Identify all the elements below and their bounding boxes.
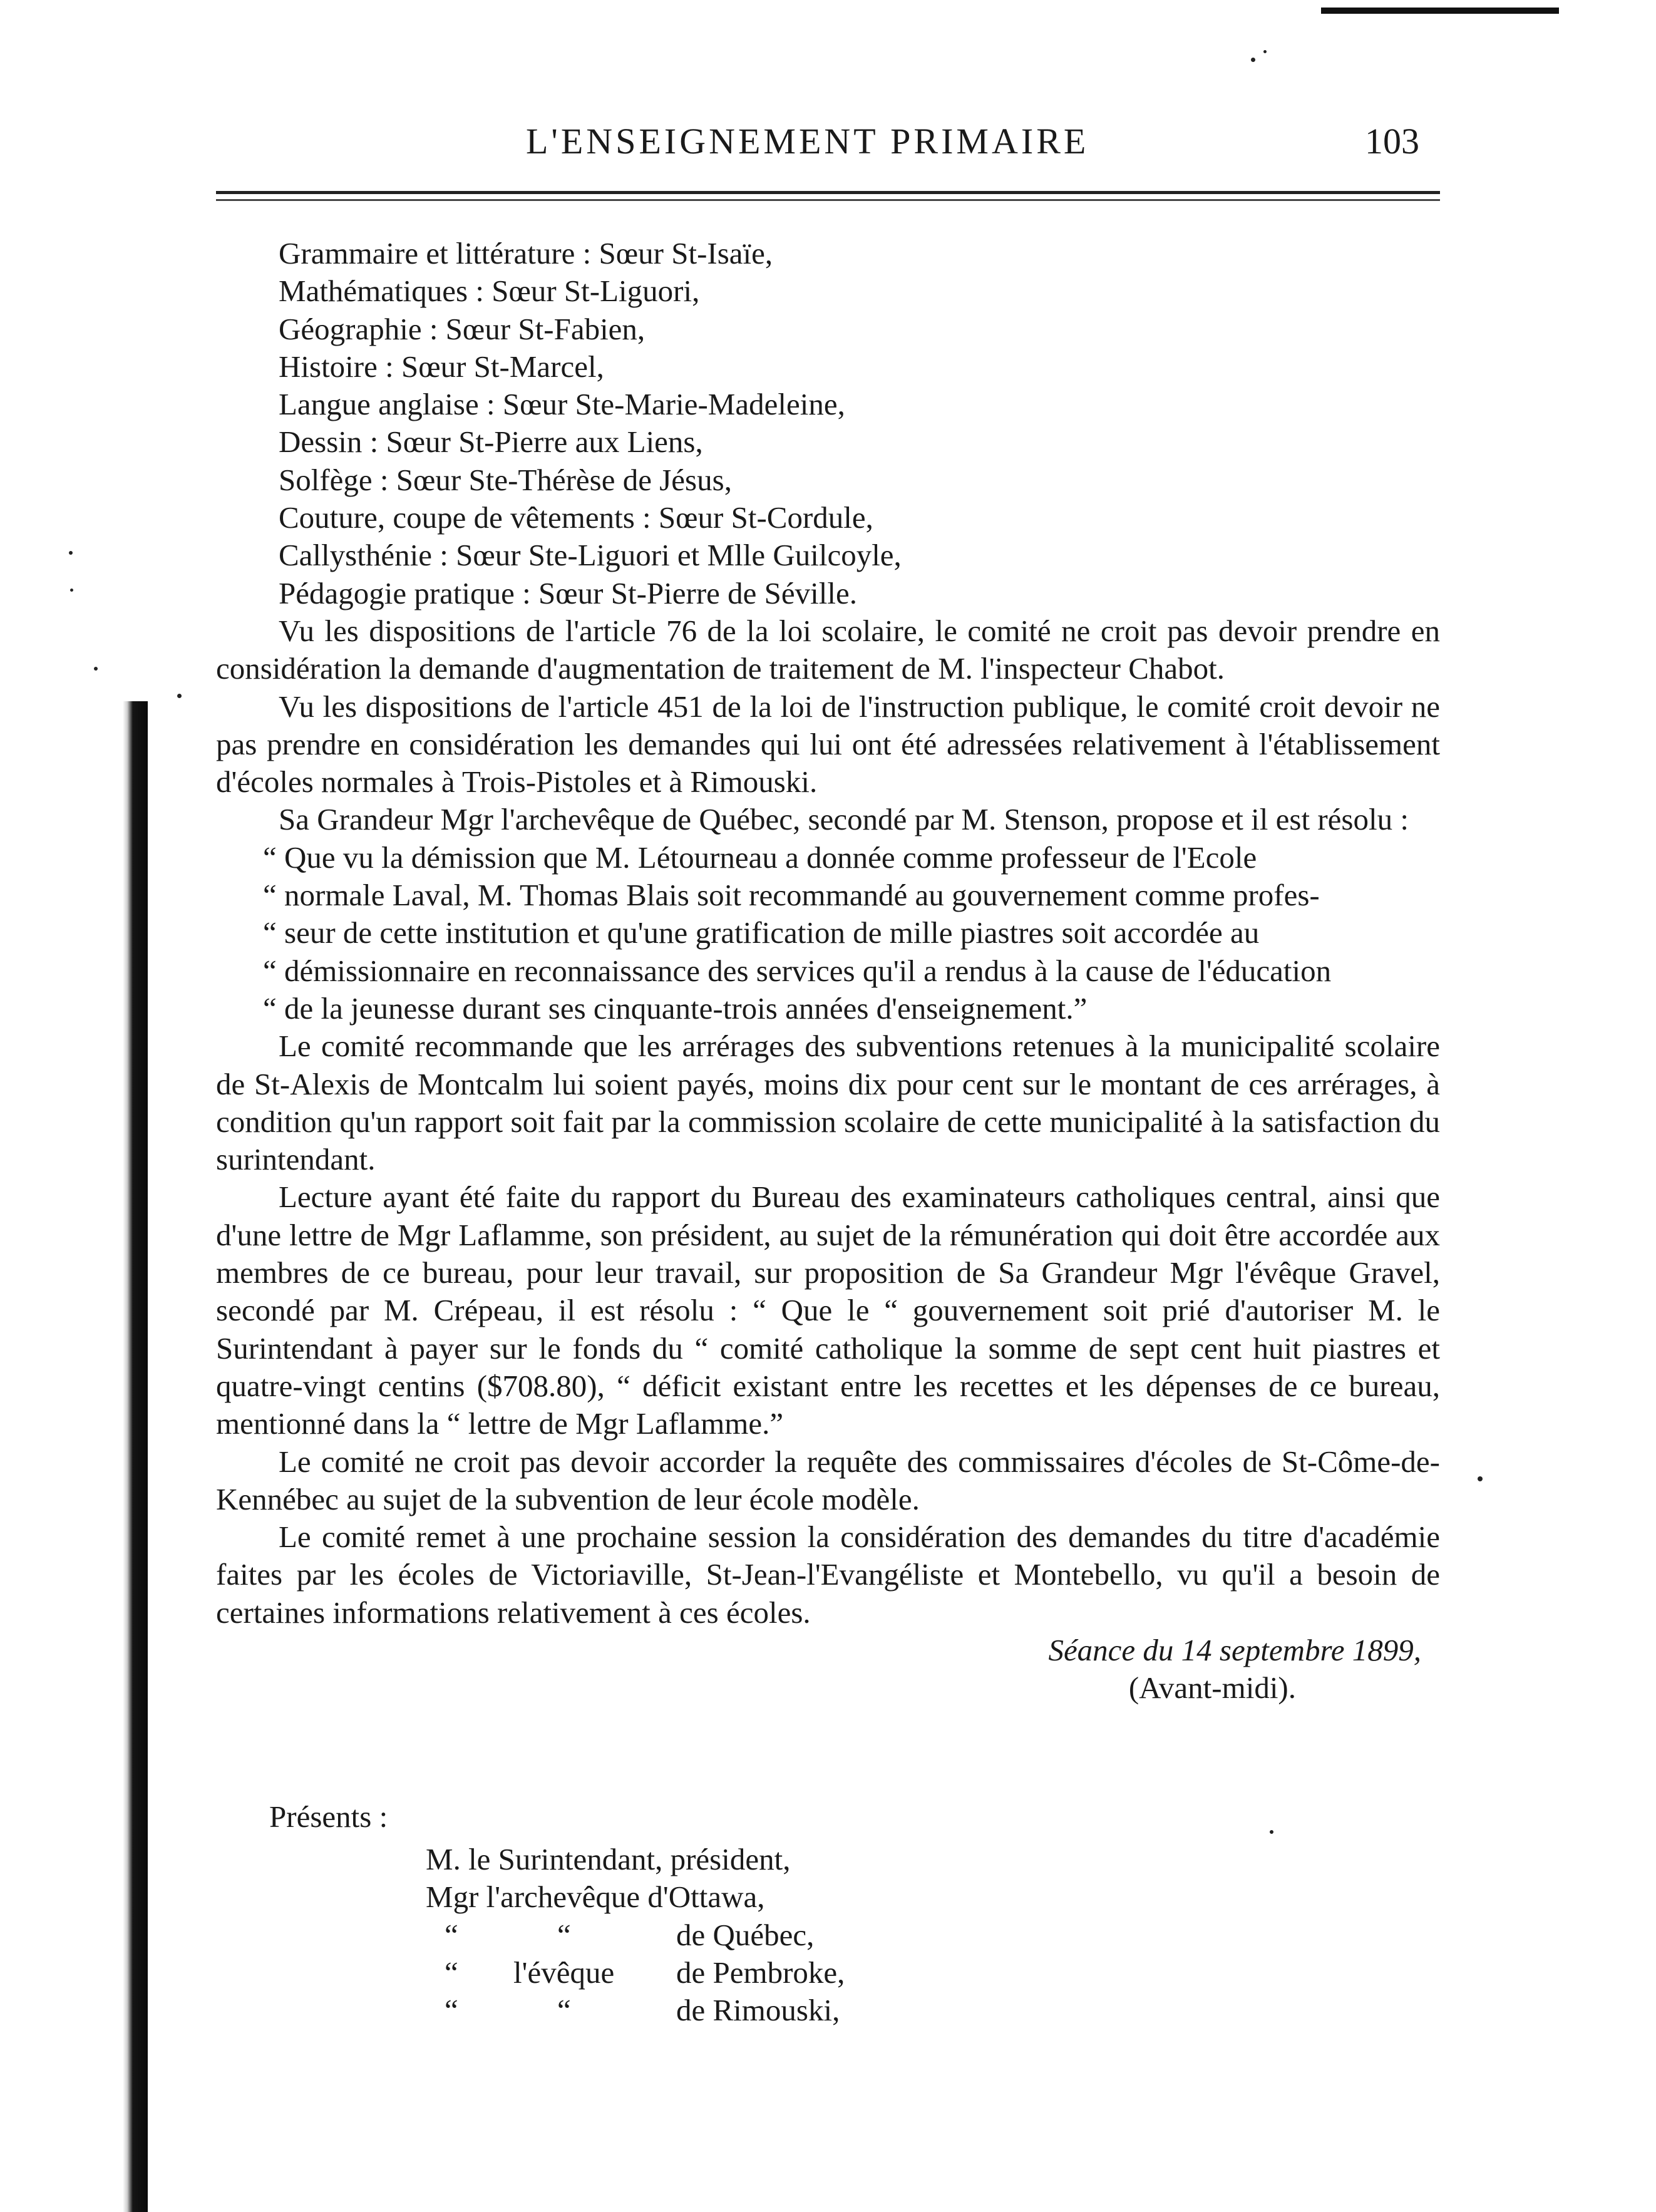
scan-edge-mark — [1321, 8, 1559, 14]
presents-label: Présents : — [269, 1799, 388, 1834]
paragraph: Vu les dispositions de l'article 451 de la loi de l'instruction publique, le comité croit devoir ne pas prendre en considération les demandes qui lui ont été adressées relativement à l'établissement d'écoles normales à Trois-Pistoles et à Rimouski. — [216, 689, 1440, 800]
subject-line: Histoire : Sœur St-Marcel, — [279, 349, 604, 384]
session-time: (Avant-midi). — [1128, 1670, 1296, 1705]
paragraph: Le comité ne croit pas devoir accorder la requête des commissaires d'écoles de St-Côme-de-Kennébec au sujet de la subvention de leur école modèle. — [216, 1444, 1440, 1516]
resolution-quote — [216, 839, 1440, 1027]
subject-line: Pédagogie pratique : Sœur St-Pierre de Séville. — [279, 575, 857, 610]
ditto-mark: “ — [445, 1917, 458, 1952]
speck — [70, 589, 73, 592]
quote-line: “ seur de cette institution et qu'une gratification de mille piastres soit accordée au — [263, 915, 1260, 950]
running-title: L'ENSEIGNEMENT PRIMAIRE — [526, 121, 1089, 162]
paragraph: Vu les dispositions de l'article 76 de la loi scolaire, le comité ne croit pas devoir prendre en considération la demande d'augmentation de traitement de M. l'inspecteur Chabot. — [216, 613, 1440, 686]
ditto-mark: “ — [557, 1993, 571, 2028]
speck — [1251, 58, 1255, 62]
attendee-see: de Rimouski, — [676, 1993, 840, 2028]
session-date: Séance du 14 septembre 1899, — [1048, 1632, 1421, 1667]
subject-line: Dessin : Sœur St-Pierre aux Liens, — [279, 424, 703, 460]
quote-line: “ démissionnaire en reconnaissance des services qu'il a rendus à la cause de l'éducation — [263, 953, 1332, 988]
speck — [1263, 50, 1267, 53]
paragraph: Lecture ayant été faite du rapport du Bureau des examinateurs catholiques central, ainsi que d'une lettre de Mgr Laflamme, son président, au sujet de la rémunération qui doit être accordée aux membres de ce bureau, pour leur travail, sur proposition de Sa Grandeur Mgr l'évêque Gravel, secondé par M. Crépeau, il est résolu : “ Que le “ gouvernement soit prié d'autoriser M. le Surintendant à payer sur le fonds du “ comité catholique la somme de sept cent huit piastres et quatre-vingt centins ($708.80), “ déficit existant entre les recettes et les dépenses de ce bureau, mentionné dans la “ lettre de Mgr Laflamme.” — [216, 1180, 1440, 1441]
attendee-see: de Pembroke, — [676, 1955, 845, 1990]
paragraph: Le comité remet à une prochaine session la considération des demandes du titre d'académie faites par les écoles de Victoriaville, St-Jean-l'Evangéliste et Montebello, vu qu'il a besoin de certaines informations relativement à ces écoles. — [216, 1520, 1440, 1630]
subject-line: Mathématiques : Sœur St-Liguori, — [279, 274, 700, 309]
subject-line: Géographie : Sœur St-Fabien, — [279, 311, 645, 346]
body-text — [216, 235, 1440, 1707]
speck — [69, 551, 73, 555]
attendee-title: l'évêque — [513, 1955, 615, 1990]
ditto-mark: “ — [445, 1955, 458, 1990]
speck — [1270, 1830, 1273, 1834]
subject-line: Solfège : Sœur Ste-Thérèse de Jésus, — [279, 462, 732, 497]
header-rule — [216, 191, 1440, 194]
subject-line: Langue anglaise : Sœur Ste-Marie-Madeleine, — [279, 387, 845, 422]
attendee-see: de Québec, — [676, 1917, 815, 1952]
speck — [94, 667, 98, 671]
quote-line: “ de la jeunesse durant ses cinquante-trois années d'enseignement.” — [263, 990, 1088, 1026]
page-number: 103 — [1365, 121, 1419, 162]
header-rule — [216, 199, 1440, 201]
paragraph: Le comité recommande que les arrérages des subventions retenues à la municipalité scolaire de St-Alexis de Montcalm lui soient payés, moins dix pour cent sur le montant de ces arrérages, à condition qu'un rapport soit fait par la commission scolaire de cette municipalité à la satisfaction du surintendant. — [216, 1029, 1440, 1177]
quote-line: “ Que vu la démission que M. Létourneau a donnée comme professeur de l'Ecole — [263, 840, 1257, 875]
speck — [177, 694, 182, 698]
subject-line: Callysthénie : Sœur Ste-Liguori et Mlle Guilcoyle, — [279, 538, 902, 573]
subject-line: Grammaire et littérature : Sœur St-Isaïe, — [279, 236, 773, 270]
ditto-mark: “ — [557, 1917, 571, 1952]
ditto-mark: “ — [445, 1993, 458, 2028]
attendee-name: Mgr l'archevêque d'Ottawa, — [426, 1880, 765, 1915]
binding-shadow — [123, 701, 148, 2212]
paragraph: Sa Grandeur Mgr l'archevêque de Québec, secondé par M. Stenson, propose et il est résolu : — [279, 802, 1409, 837]
attendee-name: M. le Surintendant, président, — [426, 1842, 791, 1876]
quote-line: “ normale Laval, M. Thomas Blais soit recommandé au gouvernement comme profes- — [263, 878, 1320, 913]
speck — [1478, 1476, 1483, 1481]
subject-line: Couture, coupe de vêtements : Sœur St-Cordule, — [279, 500, 873, 535]
